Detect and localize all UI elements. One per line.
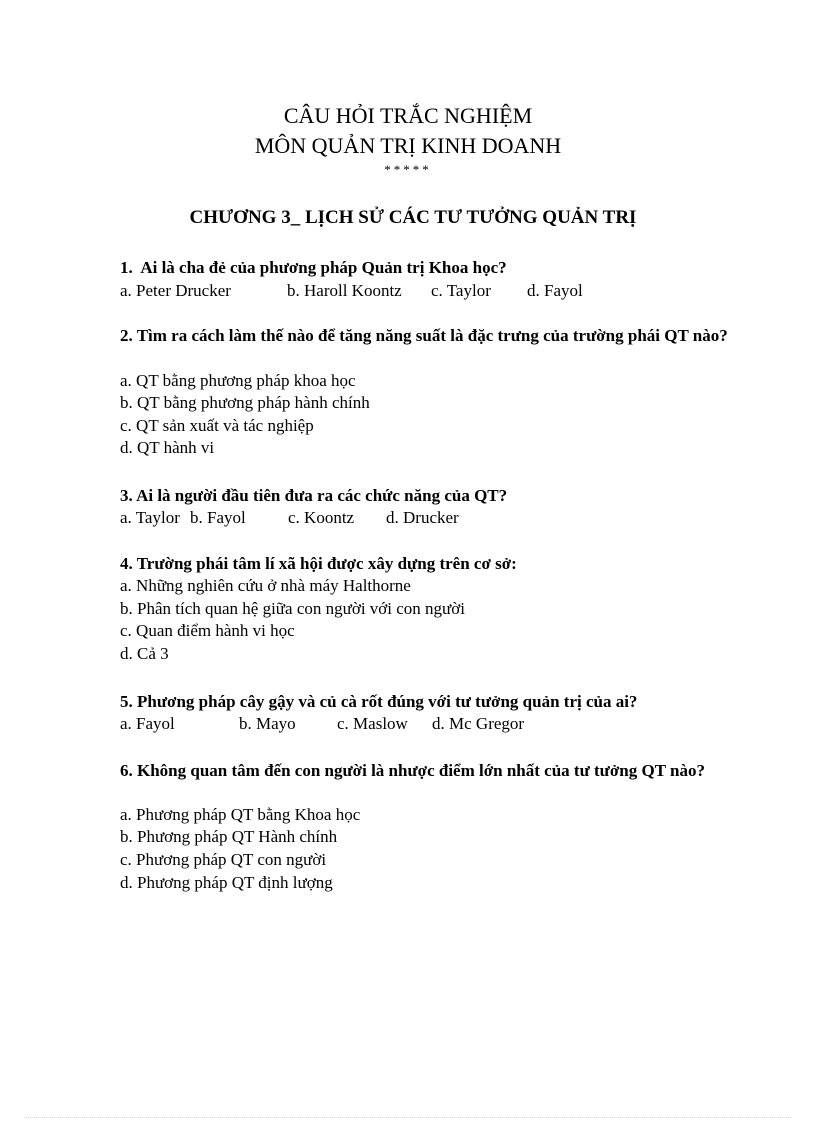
option-d: d. Cả 3 [120, 644, 169, 663]
question-1 [120, 256, 730, 279]
option-b: b. QT bằng phương pháp hành chính [120, 393, 370, 412]
question-text: Ai là cha đẻ của phương pháp Quản trị Khoa học? [140, 258, 507, 277]
option-b: b. Phương pháp QT Hành chính [120, 827, 338, 846]
option-c: c. Phương pháp QT con người [120, 850, 327, 869]
question-5 [120, 690, 730, 713]
option-c: c. Koontz [288, 508, 355, 527]
option-d: d. Phương pháp QT định lượng [120, 873, 333, 892]
option-a: a. Taylor [120, 508, 180, 527]
question-number: 4. [120, 554, 133, 573]
option-d: d. Drucker [386, 508, 459, 527]
question-text: Tìm ra cách làm thế nào để tăng năng suất là đặc trưng của trường phái QT nào? [136, 326, 728, 345]
page-bottom-divider [25, 1117, 791, 1118]
option-b: b. Fayol [190, 508, 246, 527]
option-d: d. Fayol [527, 281, 583, 300]
question-number: 2. [120, 326, 133, 345]
option-d: d. Mc Gregor [432, 714, 525, 733]
option-a: a. QT bằng phương pháp khoa học [120, 371, 356, 390]
question-2 [120, 324, 730, 347]
option-b: b. Phân tích quan hệ giữa con người với con người [120, 599, 465, 618]
question-5-options [120, 713, 524, 735]
option-d: d. QT hành vi [120, 438, 215, 457]
document-title-line1: CÂU HỎI TRẮC NGHIỆM [283, 103, 533, 128]
question-6 [120, 759, 730, 782]
option-c: c. Quan điểm hành vi học [120, 621, 295, 640]
question-3-options [120, 507, 459, 529]
question-number: 3. [120, 486, 133, 505]
option-c: c. Taylor [431, 281, 491, 300]
question-number: 5. [120, 692, 133, 711]
question-4 [120, 552, 730, 575]
chapter-heading: CHƯƠNG 3_ LỊCH SỬ CÁC TƯ TƯỞNG QUẢN TRỊ [189, 207, 637, 228]
option-a: a. Fayol [120, 714, 175, 733]
question-1-options [120, 280, 583, 302]
document-title-line2: MÔN QUẢN TRỊ KINH DOANH [254, 133, 562, 158]
question-number: 6. [120, 761, 133, 780]
question-text: Trường phái tâm lí xã hội được xây dựng trên cơ sở: [136, 554, 517, 573]
option-a: a. Phương pháp QT bằng Khoa học [120, 805, 361, 824]
title-stars-divider: ***** [384, 162, 432, 177]
option-b: b. Mayo [239, 714, 296, 733]
question-3 [120, 484, 730, 507]
option-c: c. Maslow [337, 714, 408, 733]
option-a: a. Những nghiên cứu ở nhà máy Halthorne [120, 576, 411, 595]
question-text: Phương pháp cây gậy và củ cà rốt đúng với tư tưởng quản trị của ai? [137, 692, 638, 711]
option-b: b. Haroll Koontz [287, 281, 402, 300]
question-text: Không quan tâm đến con người là nhược điểm lớn nhất của tư tưởng QT nào? [137, 761, 705, 780]
option-a: a. Peter Drucker [120, 281, 231, 300]
option-c: c. QT sản xuất và tác nghiệp [120, 416, 314, 435]
question-text: Ai là người đầu tiên đưa ra các chức năng của QT? [136, 486, 508, 505]
question-number: 1. [120, 258, 133, 277]
